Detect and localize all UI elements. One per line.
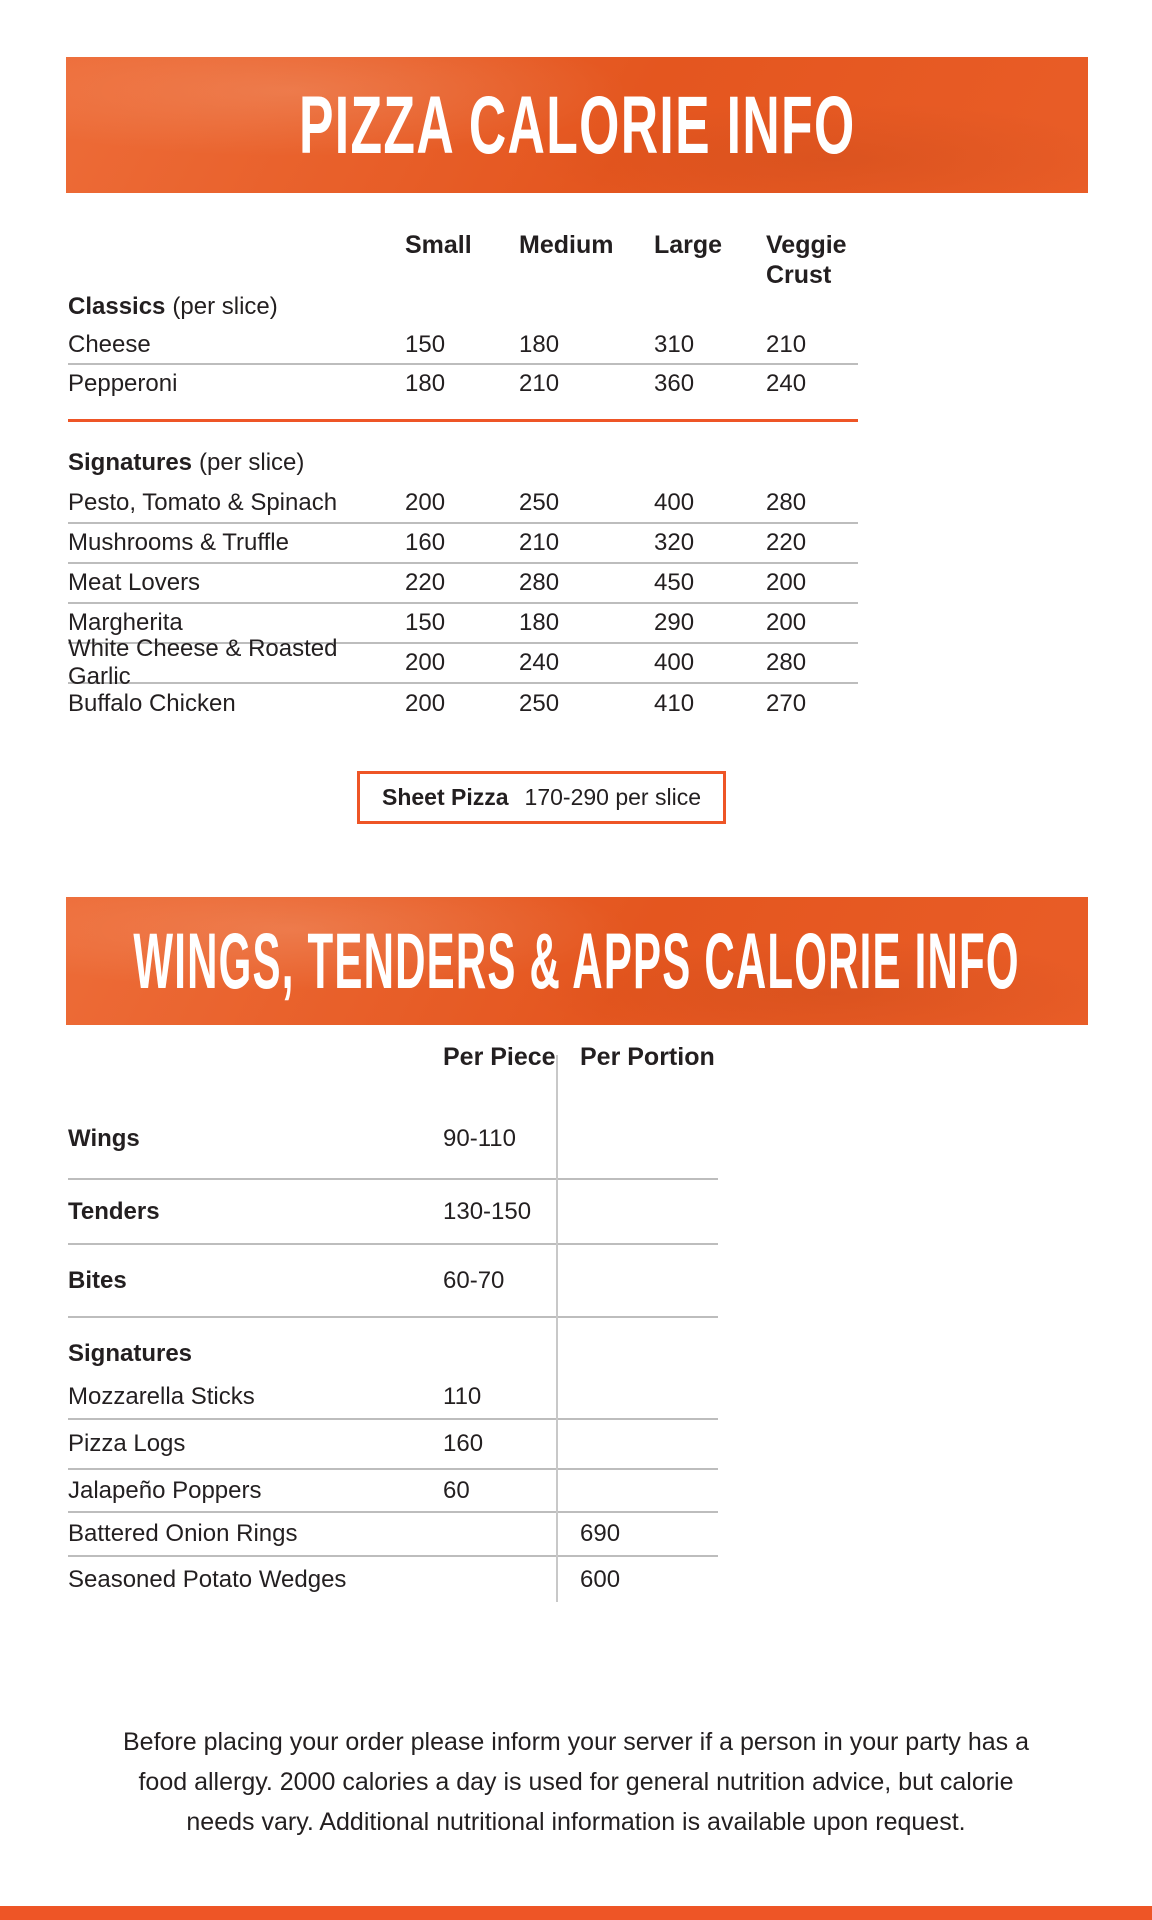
calories-large: 360 [654, 370, 695, 397]
wings-banner-title: WINGS, TENDERS & APPS CALORIE INFO [133, 917, 1021, 1005]
disclaimer-line-3: needs vary. Additional nutritional information is available upon request. [186, 1808, 966, 1836]
item-name: Margherita [68, 609, 183, 636]
pizza-banner-title: PIZZA CALORIE INFO [298, 79, 856, 171]
calories-large: 400 [654, 489, 695, 516]
table-row [68, 684, 858, 724]
apps-calorie-table [68, 1040, 718, 1602]
pizza-calorie-banner [66, 57, 1088, 193]
table-row [68, 1470, 718, 1513]
item-name: Jalapeño Poppers [68, 1476, 262, 1504]
calories-medium: 210 [519, 370, 560, 397]
table-row [68, 365, 858, 403]
item-name: Bites [68, 1266, 127, 1294]
item-name: Cheese [68, 330, 151, 358]
item-name: Wings [68, 1125, 140, 1152]
column-header-large: Large [654, 231, 723, 259]
calories-medium: 250 [519, 489, 560, 516]
calories-per-piece: 160 [443, 1430, 484, 1457]
calories-small: 150 [405, 330, 446, 358]
calories-medium: 280 [519, 569, 560, 596]
apps-signatures-heading [68, 1318, 718, 1375]
table-row [68, 1245, 718, 1318]
item-name: Tenders [68, 1197, 160, 1225]
item-name: Pizza Logs [68, 1430, 186, 1457]
calories-veggie: 240 [766, 370, 807, 397]
calories-large: 450 [654, 569, 695, 596]
calories-medium: 240 [519, 649, 560, 676]
table-row [68, 326, 858, 365]
table-row [68, 564, 858, 604]
sheet-pizza-callout [357, 771, 726, 824]
apps-table-header-row [68, 1040, 718, 1100]
column-header-per-portion: Per Portion [580, 1043, 715, 1071]
pizza-table-header-row [68, 228, 858, 288]
bottom-accent-bar [0, 1906, 1152, 1920]
calories-per-portion: 600 [580, 1565, 621, 1593]
wings-tenders-apps-banner [66, 897, 1088, 1025]
calories-per-piece: 90-110 [443, 1125, 516, 1152]
table-row [68, 635, 858, 690]
section-divider [68, 419, 858, 422]
calories-large: 400 [654, 649, 695, 676]
calories-large: 290 [654, 609, 695, 636]
calories-medium: 210 [519, 529, 560, 556]
classics-heading-label: Classics [68, 293, 166, 320]
signatures-heading-note: (per slice) [199, 449, 305, 476]
allergy-disclaimer [0, 1722, 1152, 1842]
calories-large: 310 [654, 330, 695, 358]
calories-veggie: 210 [766, 330, 807, 358]
calories-large: 320 [654, 529, 695, 556]
item-name: White Cheese & Roasted Garlic [68, 635, 338, 690]
calories-veggie: 200 [766, 569, 807, 596]
calories-per-piece: 110 [443, 1382, 482, 1410]
calories-veggie: 270 [766, 690, 807, 717]
item-name: Meat Lovers [68, 569, 201, 596]
calories-large: 410 [654, 690, 695, 717]
item-name: Pepperoni [68, 370, 178, 397]
signatures-section-heading [68, 442, 858, 484]
signatures-heading-label: Signatures [68, 449, 193, 476]
table-row [68, 1557, 718, 1602]
calories-per-piece: 60-70 [443, 1266, 505, 1294]
calories-per-piece: 60 [443, 1476, 470, 1504]
column-header-veggie-crust: Veggie Crust [766, 231, 847, 289]
disclaimer-line-1: Before placing your order please inform your server if a person in your party has a [122, 1728, 1029, 1756]
calories-veggie: 200 [766, 609, 807, 636]
disclaimer-line-2: food allergy. 2000 calories a day is used for general nutrition advice, but calorie [138, 1768, 1014, 1796]
item-name: Mozzarella Sticks [68, 1382, 255, 1410]
signatures-heading-label: Signatures [68, 1339, 193, 1367]
calories-small: 150 [405, 609, 446, 636]
item-name: Mushrooms & Truffle [68, 529, 289, 556]
pizza-calorie-table [68, 228, 858, 724]
sheet-pizza-label: Sheet Pizza [382, 784, 509, 810]
table-row [68, 1100, 718, 1180]
calories-veggie: 280 [766, 489, 807, 516]
calories-medium: 180 [519, 609, 560, 636]
item-name: Seasoned Potato Wedges [68, 1565, 347, 1593]
calories-small: 200 [405, 649, 446, 676]
column-header-medium: Medium [519, 231, 614, 259]
table-row [68, 1375, 718, 1420]
table-row [68, 484, 858, 524]
sheet-pizza-value: 170-290 per slice [524, 784, 701, 810]
calories-small: 160 [405, 529, 446, 556]
table-row [68, 1180, 718, 1245]
calories-medium: 180 [519, 330, 560, 358]
item-name: Buffalo Chicken [68, 690, 236, 717]
table-row [68, 1420, 718, 1470]
calories-small: 220 [405, 569, 446, 596]
table-row [68, 524, 858, 564]
classics-section-heading [68, 288, 858, 326]
calories-veggie: 220 [766, 529, 807, 556]
item-name: Battered Onion Rings [68, 1520, 298, 1547]
table-row [68, 1513, 718, 1557]
calories-small: 200 [405, 489, 446, 516]
calories-small: 200 [405, 690, 446, 717]
classics-heading-note: (per slice) [172, 293, 278, 320]
item-name: Pesto, Tomato & Spinach [68, 489, 338, 516]
calories-medium: 250 [519, 690, 560, 717]
calories-per-portion: 690 [580, 1520, 621, 1547]
calories-veggie: 280 [766, 649, 807, 676]
apps-column-divider [556, 1055, 558, 1602]
calories-per-piece: 130-150 [443, 1197, 532, 1225]
column-header-per-piece: Per Piece [443, 1043, 556, 1071]
column-header-small: Small [405, 231, 472, 259]
calories-small: 180 [405, 370, 446, 397]
